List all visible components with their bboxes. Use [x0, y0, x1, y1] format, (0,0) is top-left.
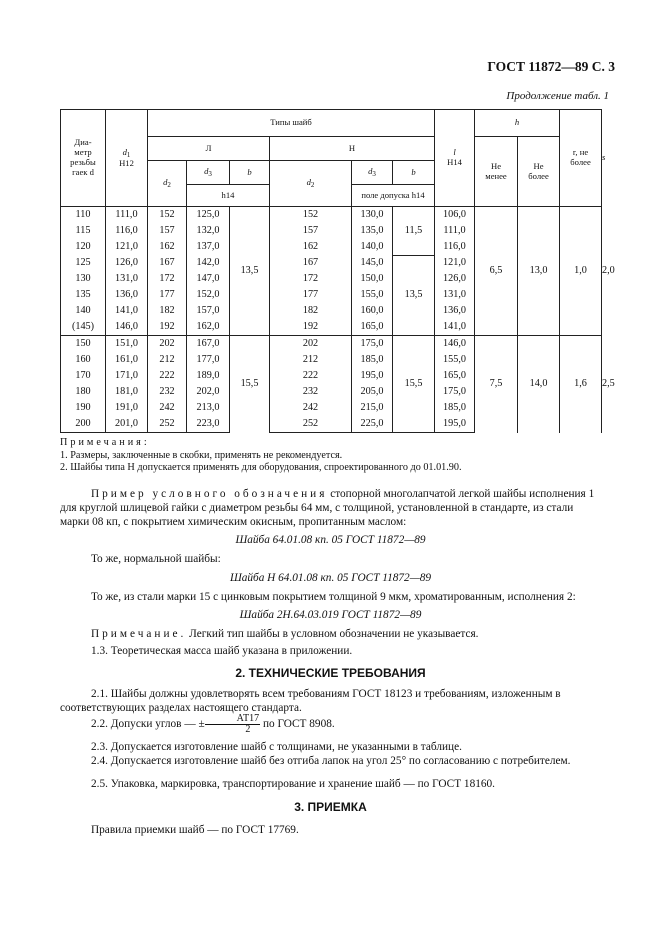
cell-l-d3: 157,0	[187, 303, 230, 319]
cell-l-d3: 147,0	[187, 271, 230, 287]
col-n-b: b	[393, 161, 435, 185]
example-lead: Пример условного обозначения	[91, 488, 328, 500]
col-thread-diameter: Диа- метр резьбы гаек d	[61, 110, 106, 207]
cell-n-d2: 232	[270, 384, 352, 400]
cell-l-d3: 152,0	[187, 287, 230, 303]
cell-d1: 111,0	[106, 207, 148, 224]
cell-n-b: 15,5	[393, 336, 435, 433]
cell-n-d2: 202	[270, 336, 352, 353]
cell-n-d2: 182	[270, 303, 352, 319]
cell-r: 1,0	[560, 207, 602, 336]
para-3: Правила приемки шайб — по ГОСТ 17769.	[91, 824, 299, 836]
cell-d1: 116,0	[106, 223, 148, 239]
cell-n-d3: 160,0	[352, 303, 393, 319]
cell-l-d2: 172	[148, 271, 187, 287]
cell-l-d2: 252	[148, 416, 187, 433]
cell-n-d3: 140,0	[352, 239, 393, 255]
col-h-min: Не менее	[475, 137, 518, 207]
cell-d1: 121,0	[106, 239, 148, 255]
cell-d1: 136,0	[106, 287, 148, 303]
designation-1: Шайба 64.01.08 кп. 05 ГОСТ 11872—89	[235, 534, 426, 546]
cell-n-d3: 145,0	[352, 255, 393, 271]
cell-d1: 131,0	[106, 271, 148, 287]
designation-example	[60, 487, 601, 529]
cell-h-min: 7,5	[475, 336, 518, 433]
cell-n-d3: 165,0	[352, 319, 393, 336]
notes-title: Примечания:	[60, 437, 150, 448]
cell-d: 115	[61, 223, 106, 239]
cell-n-b: 13,5	[393, 255, 435, 336]
col-n-d3: $d_3$	[352, 161, 393, 185]
cell-d: (145)	[61, 319, 106, 336]
cell-l-d2: 167	[148, 255, 187, 271]
cell-l-d3: 162,0	[187, 319, 230, 336]
cell-d1: 141,0	[106, 303, 148, 319]
cell-n-d2: 152	[270, 207, 352, 224]
cell-d1: 126,0	[106, 255, 148, 271]
cell-n-d3: 150,0	[352, 271, 393, 287]
cell-n-d2: 252	[270, 416, 352, 433]
para-2-3: 2.3. Допускается изготовление шайб с толщинами, не указанными в таблице.	[91, 741, 462, 753]
note-2: 2. Шайбы типа Н допускается применять для оборудования, спроектированного до 01.01.90.	[60, 462, 462, 473]
cell-l: 155,0	[435, 352, 475, 368]
cell-d: 135	[61, 287, 106, 303]
cell-d1: 151,0	[106, 336, 148, 353]
cell-l-d3: 132,0	[187, 223, 230, 239]
col-n-tolerance: поле допуска h14	[352, 185, 435, 207]
example-para-3: То же, из стали марки 15 с цинковым покрытием толщиной 9 мкм, хроматированным, исполнения 2:	[91, 591, 576, 603]
cell-d: 180	[61, 384, 106, 400]
cell-l: 116,0	[435, 239, 475, 255]
cell-l-d2: 212	[148, 352, 187, 368]
col-l: l Н14	[435, 110, 475, 207]
cell-n-d2: 157	[270, 223, 352, 239]
cell-l-d3: 223,0	[187, 416, 230, 433]
cell-l: 111,0	[435, 223, 475, 239]
designation-3: Шайба 2Н.64.03.019 ГОСТ 11872—89	[239, 609, 422, 621]
cell-l: 131,0	[435, 287, 475, 303]
cell-n-d3: 215,0	[352, 400, 393, 416]
cell-l-d2: 232	[148, 384, 187, 400]
cell-d1: 171,0	[106, 368, 148, 384]
example-para-2: То же, нормальной шайбы:	[91, 553, 221, 565]
para-2-5: 2.5. Упаковка, маркировка, транспортирование и хранение шайб — по ГОСТ 18160.	[91, 778, 496, 790]
cell-l: 195,0	[435, 416, 475, 433]
cell-l-d2: 222	[148, 368, 187, 384]
cell-l-d3: 213,0	[187, 400, 230, 416]
section-3-title: 3. ПРИЕМКА	[294, 800, 367, 814]
cell-l-d3: 189,0	[187, 368, 230, 384]
cell-d: 150	[61, 336, 106, 353]
cell-n-d2: 212	[270, 352, 352, 368]
cell-d1: 191,0	[106, 400, 148, 416]
cell-l-d2: 152	[148, 207, 187, 224]
col-type-n: Н	[270, 137, 435, 161]
cell-l: 121,0	[435, 255, 475, 271]
col-l-b: b	[230, 161, 270, 185]
cell-h-max: 13,0	[518, 207, 560, 336]
cell-l-d2: 162	[148, 239, 187, 255]
cell-l-d2: 182	[148, 303, 187, 319]
cell-d: 200	[61, 416, 106, 433]
col-type-l: Л	[148, 137, 270, 161]
cell-l-d2: 202	[148, 336, 187, 353]
table-continuation-label: Продолжение табл. 1	[506, 90, 609, 102]
cell-n-d2: 222	[270, 368, 352, 384]
para-2-1: 2.1. Шайбы должны удовлетворять всем требованиям ГОСТ 18123 и требованиям, изложенным в соответствующих разделах настоящего стандарта.	[60, 688, 561, 714]
col-l-d3: $d_3$	[187, 161, 230, 185]
cell-l-d3: 177,0	[187, 352, 230, 368]
col-n-d2: $d_2$	[270, 161, 352, 207]
cell-n-d2: 162	[270, 239, 352, 255]
para-1-3: 1.3. Теоретическая масса шайб указана в приложении.	[91, 645, 353, 657]
cell-d: 120	[61, 239, 106, 255]
cell-n-d3: 175,0	[352, 336, 393, 353]
cell-l-d2: 192	[148, 319, 187, 336]
example-text: стопорной многолапчатой легкой шайбы исполнения 1 для круглой шлицевой гайки с диаметром резьбы 64 мм, с толщиной, установленной в стандарте, из стали марки 08 кп, с покрытием химическим окисным, пропитанным маслом:	[60, 488, 595, 528]
cell-l-d3: 202,0	[187, 384, 230, 400]
cell-l-d3: 167,0	[187, 336, 230, 353]
table-row: 110 111,0 152 125,0 13,5 152 130,0 11,5 106,0 6,5 13,0 1,0 2,0	[61, 207, 602, 224]
cell-l-b: 13,5	[230, 207, 270, 336]
cell-h-min: 6,5	[475, 207, 518, 336]
cell-d: 110	[61, 207, 106, 224]
cell-n-d2: 167	[270, 255, 352, 271]
cell-n-d3: 155,0	[352, 287, 393, 303]
col-l-tolerance: h14	[187, 185, 270, 207]
page-header: ГОСТ 11872—89 С. 3	[487, 59, 615, 74]
cell-l: 141,0	[435, 319, 475, 336]
table-row: 150 151,0 202 167,0 15,5 202 175,0 15,5 146,0 7,5 14,0 1,6 2,5	[61, 336, 602, 353]
cell-l: 175,0	[435, 384, 475, 400]
para-2-2: 2.2. Допуски углов — ± $\frac{АТ17}{2}$ по ГОСТ 8908.	[91, 713, 335, 735]
cell-d: 190	[61, 400, 106, 416]
note-lead: Примечание.	[91, 628, 187, 640]
cell-n-d2: 172	[270, 271, 352, 287]
cell-n-d3: 135,0	[352, 223, 393, 239]
cell-d1: 146,0	[106, 319, 148, 336]
cell-l: 165,0	[435, 368, 475, 384]
col-d1: $d_1$ Н12	[106, 110, 148, 207]
note-text: Легкий тип шайбы в условном обозначении не указывается.	[186, 628, 479, 640]
washer-dimensions-table: Диа- метр резьбы гаек d $d_1$ Н12 Типы шайб l Н14 h r, не более s Л Н Не менее Не более $d_2$ $d_3$ b $d_2$ $d_3$ b h14 поле допуска h14 110 111,0 152 125,0 13,5 152 130,0 11,5 106,0 6,5 13,0 1,0 2,0 115 116,0 157 132,0 157 135,0 111,0 120 121,0 162 137,0 162 140,0 116,0 125 126,0 167 142,0 167 145,0 13,5 121,0 130 131,0 172 147,0 172 150,0 126,0 135 136,0 177 152,0 177 155,0 131,0 140 141,0 182 157,0 182 160,0 136,0 (145) 146,0 192 162,0 192 165,0 141,0 150 151,0 202 167,0 15,5 202 175,0 15,5 146,0 7,5 14,0 1,6 2,5 160 161,0 212 177,0 212 185,0 155,0 170 171,0 222 189,0 222 195,0 165,0 180 181,0 232 202,0 232 205,0 175,0 190 191,0 242 213,0 242 215,0 185,0 200 201,0 252 223,0 252 225,0 195,0	[60, 109, 602, 433]
para-2-4: 2.4. Допускается изготовление шайб без отгиба лапок на угол 25° по согласованию с потребителем.	[91, 755, 571, 767]
cell-d1: 161,0	[106, 352, 148, 368]
cell-l-d3: 125,0	[187, 207, 230, 224]
cell-l-b: 15,5	[230, 336, 270, 433]
note-1: 1. Размеры, заключенные в скобки, применять не рекомендуется.	[60, 449, 343, 461]
cell-n-d3: 130,0	[352, 207, 393, 224]
cell-d: 125	[61, 255, 106, 271]
cell-l-d3: 142,0	[187, 255, 230, 271]
section-2-title: 2. ТЕХНИЧЕСКИЕ ТРЕБОВАНИЯ	[235, 666, 426, 680]
cell-n-d3: 205,0	[352, 384, 393, 400]
cell-n-d2: 242	[270, 400, 352, 416]
cell-n-d3: 195,0	[352, 368, 393, 384]
cell-h-max: 14,0	[518, 336, 560, 433]
cell-l: 136,0	[435, 303, 475, 319]
cell-l-d2: 157	[148, 223, 187, 239]
col-washer-types: Типы шайб	[148, 110, 435, 137]
cell-l: 185,0	[435, 400, 475, 416]
cell-l: 106,0	[435, 207, 475, 224]
table-notes	[60, 437, 601, 475]
col-r: r, не более	[560, 110, 602, 207]
cell-l: 146,0	[435, 336, 475, 353]
cell-n-d3: 185,0	[352, 352, 393, 368]
cell-d: 170	[61, 368, 106, 384]
cell-n-b: 11,5	[393, 207, 435, 256]
cell-l: 126,0	[435, 271, 475, 287]
col-l-d2: $d_2$	[148, 161, 187, 207]
cell-l-d2: 242	[148, 400, 187, 416]
cell-n-d2: 177	[270, 287, 352, 303]
designation-2: Шайба Н 64.01.08 кп. 05 ГОСТ 11872—89	[229, 572, 432, 584]
cell-d: 140	[61, 303, 106, 319]
cell-n-d3: 225,0	[352, 416, 393, 433]
cell-l-d2: 177	[148, 287, 187, 303]
cell-r: 1,6	[560, 336, 602, 433]
col-h-max: Не более	[518, 137, 560, 207]
col-h: h	[475, 110, 560, 137]
cell-d1: 181,0	[106, 384, 148, 400]
cell-d1: 201,0	[106, 416, 148, 433]
cell-n-d2: 192	[270, 319, 352, 336]
cell-d: 130	[61, 271, 106, 287]
cell-d: 160	[61, 352, 106, 368]
cell-l-d3: 137,0	[187, 239, 230, 255]
